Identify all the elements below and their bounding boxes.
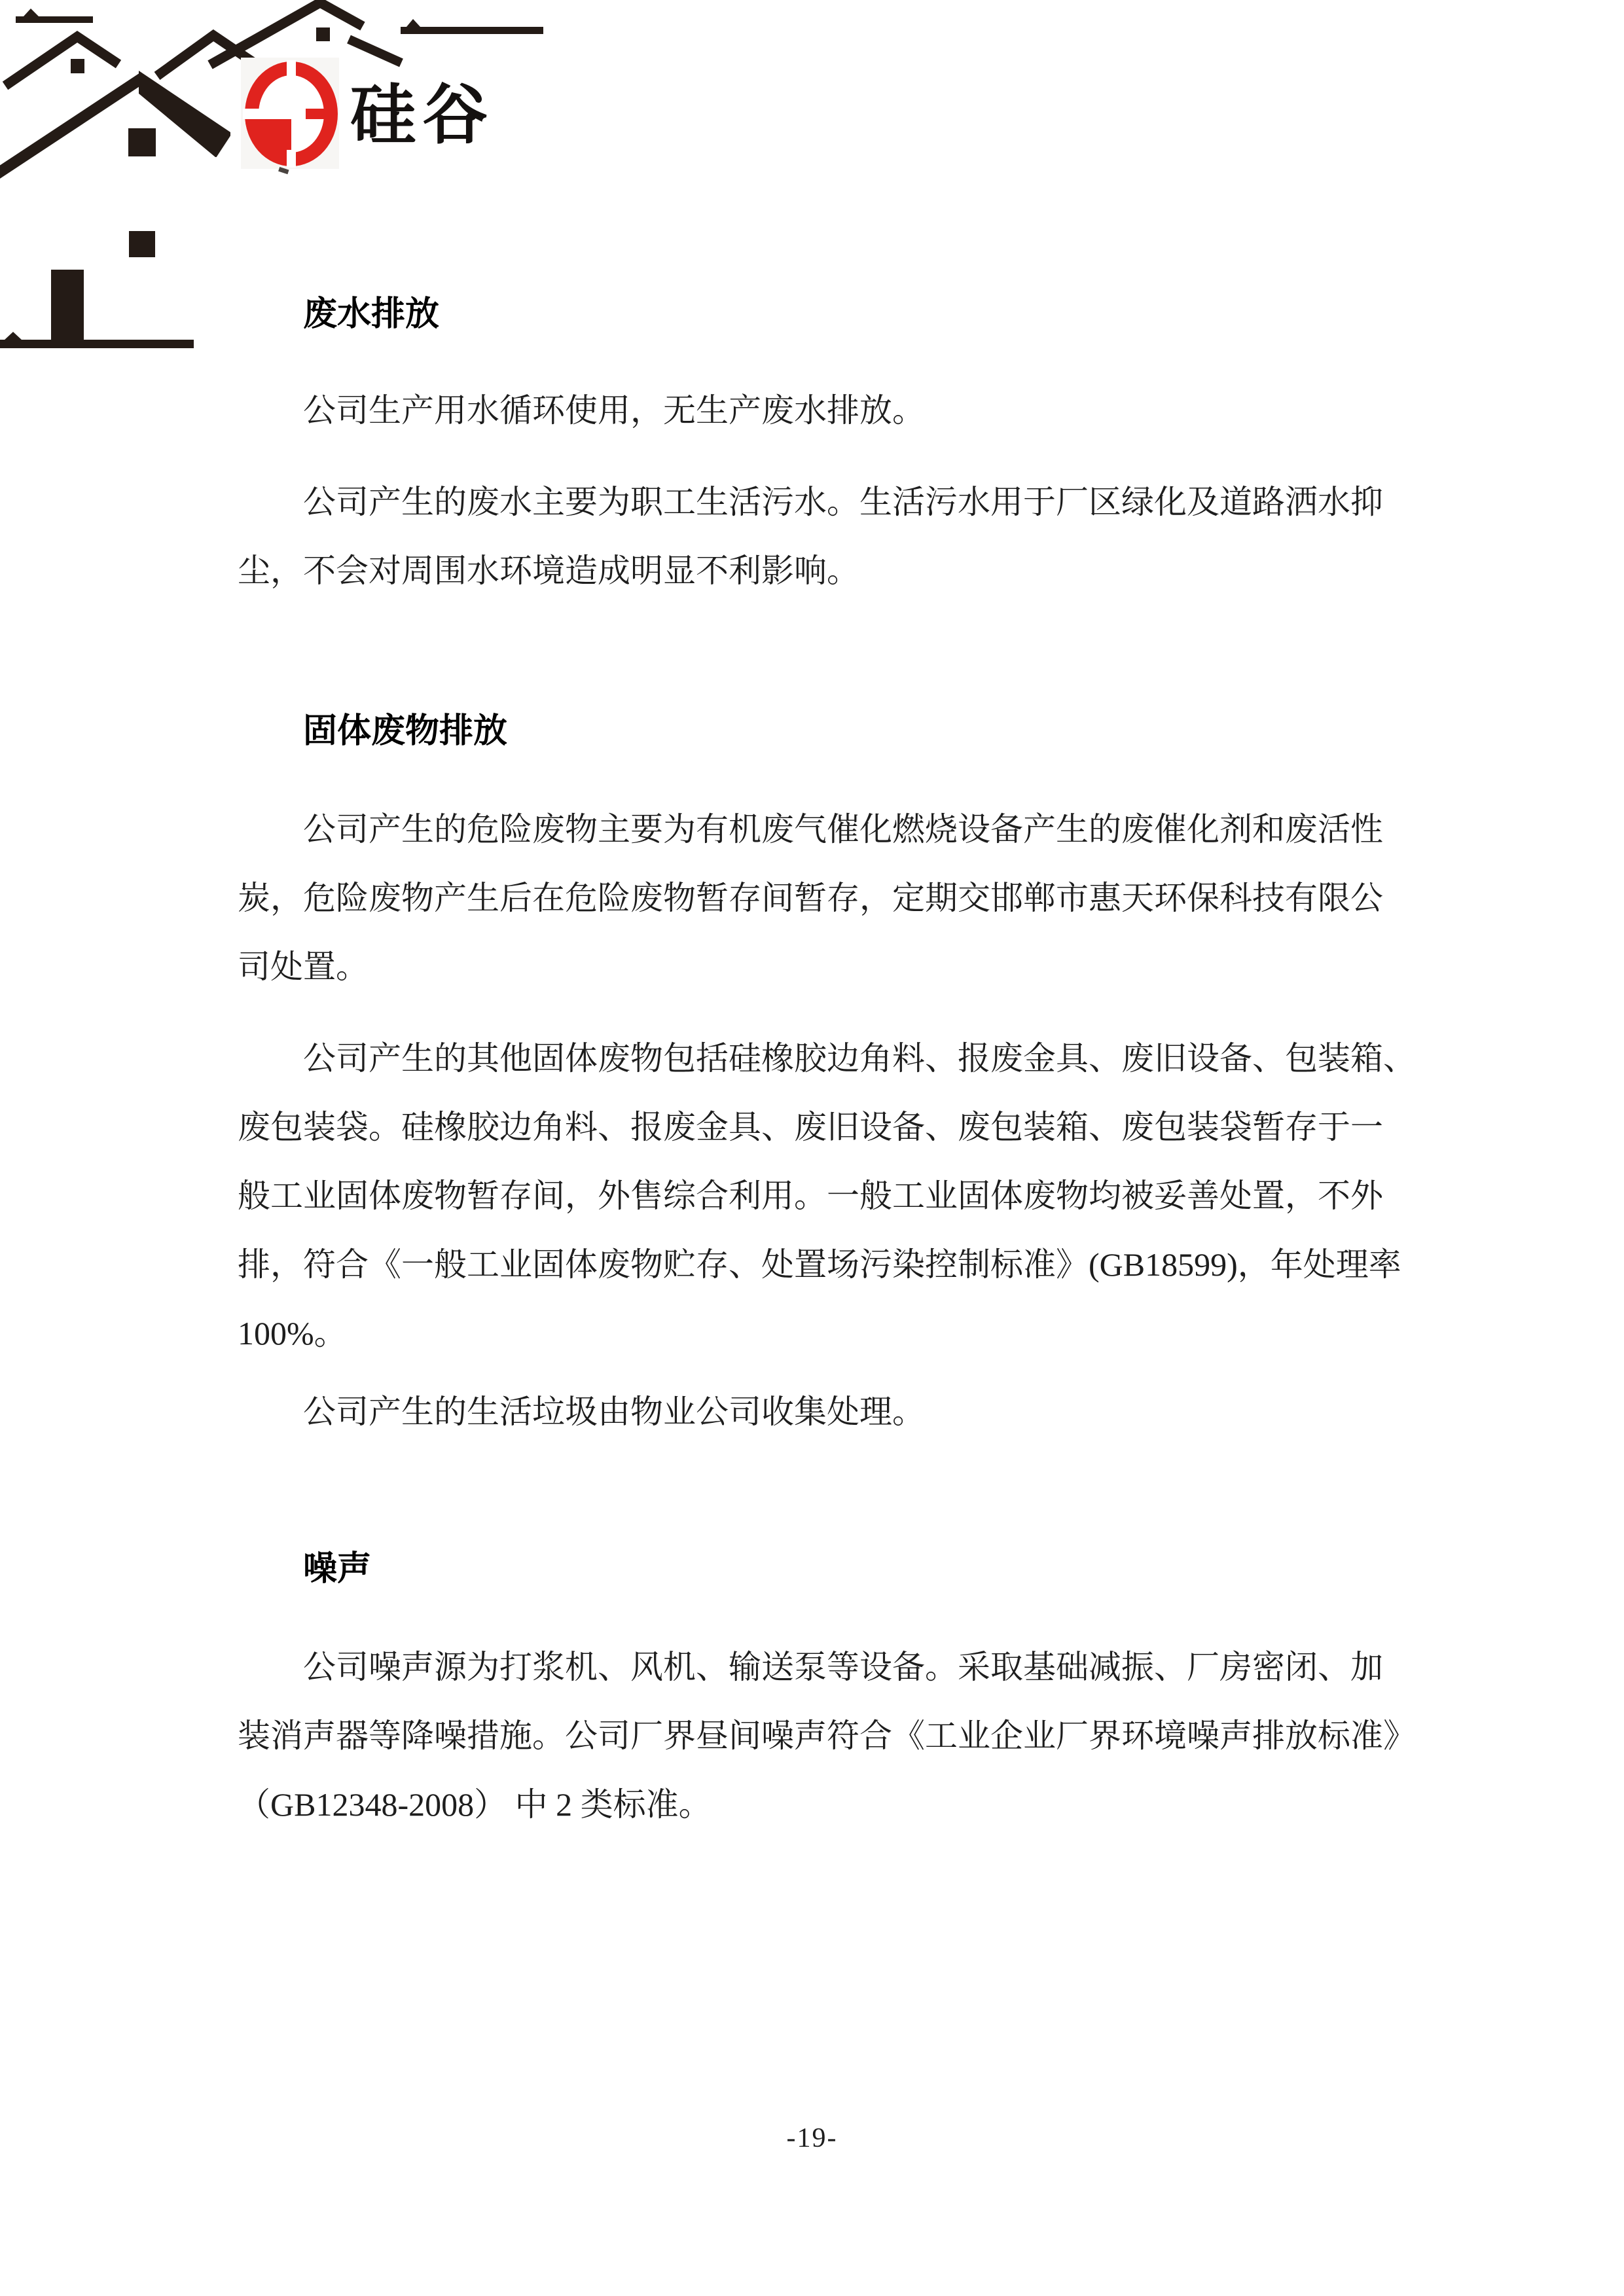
text-line: （GB12348-2008） 中 2 类标准。 (238, 1786, 712, 1823)
text-line: 般工业固体废物暂存间，外售综合利用。一般工业固体废物均被妥善处置，不外 (238, 1177, 1383, 1214)
section-heading: 噪声 (303, 1551, 372, 1588)
paragraph (238, 468, 1390, 605)
text-line: 公司产生的危险废物主要为有机废气催化燃烧设备产生的废催化剂和废活性 (303, 811, 1383, 848)
text-line: 排，符合《一般工业固体废物贮存、处置场污染控制标准》(GB18599)，年处理率 (238, 1246, 1401, 1283)
section-heading: 废水排放 (303, 296, 440, 333)
text-line: 公司噪声源为打浆机、风机、输送泵等设备。采取基础减振、厂房密闭、加 (303, 1649, 1383, 1685)
document-body (238, 280, 1416, 1839)
text-line: 公司产生的废水主要为职工生活污水。生活污水用于厂区绿化及道路洒水抑 (303, 484, 1383, 520)
text-line: 尘，不会对周围水环境造成明显不利影响。 (238, 552, 859, 589)
section-heading: 固体废物排放 (303, 713, 508, 750)
text-line: 公司产生的生活垃圾由物业公司收集处理。 (303, 1393, 925, 1430)
text-line: 炭，危险废物产生后在危险废物暂存间暂存，定期交邯郸市惠天环保科技有限公 (238, 880, 1383, 916)
text-line: 装消声器等降噪措施。公司厂界昼间噪声符合《工业企业厂界环境噪声排放标准》 (238, 1717, 1416, 1754)
paragraph (238, 1378, 1390, 1446)
paragraph (238, 376, 1390, 445)
paragraph (238, 1633, 1416, 1839)
text-line: 司处置。 (238, 948, 369, 985)
paragraph (238, 795, 1390, 1001)
text-line: 公司产生的其他固体废物包括硅橡胶边角料、报废金具、废旧设备、包装箱、 (303, 1040, 1416, 1077)
logo-s-emblem (241, 58, 339, 174)
paragraph (238, 1024, 1416, 1368)
logo-text: 硅谷 (350, 79, 494, 152)
page-number: -19- (786, 2123, 838, 2153)
text-line: 废包装袋。硅橡胶边角料、报废金具、废旧设备、废包装箱、废包装袋暂存于一 (238, 1109, 1383, 1145)
text-line: 公司生产用水循环使用，无生产废水排放。 (303, 392, 925, 429)
text-line: 100%。 (238, 1315, 347, 1352)
